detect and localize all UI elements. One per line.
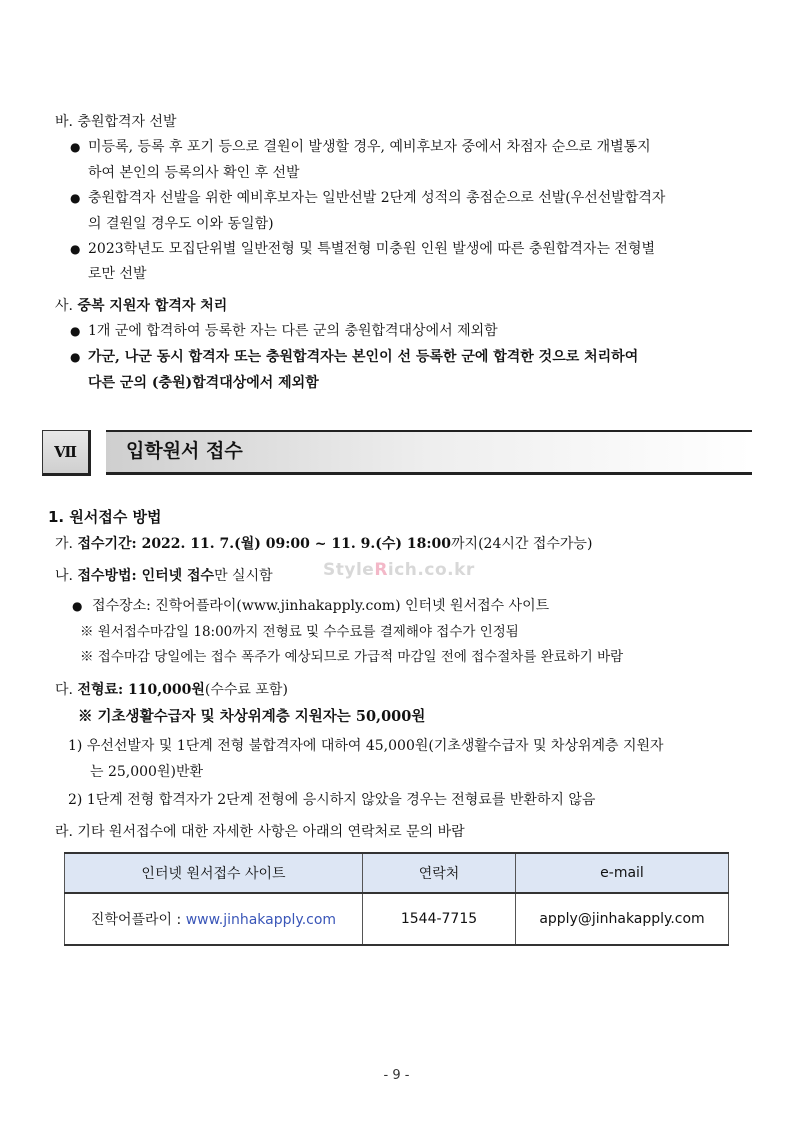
- sa-item-1: 1개 군에 합격하여 등록한 자는 다른 군의 충원합격대상에서 제외함: [88, 323, 498, 339]
- reception-note-1: ※ 원서접수마감일 18:00까지 전형료 및 수수료를 결제해야 접수가 인정됨: [80, 624, 519, 640]
- inquiry-line: 라. 기타 원서접수에 대한 자세한 사항은 아래의 연락처로 문의 바람: [55, 824, 465, 840]
- sa-item-2-line-2: 다른 군의 (충원)합격대상에서 제외함: [88, 375, 319, 391]
- ga-prefix: 가.: [55, 536, 78, 552]
- fee-rest: (수수료 포함): [204, 682, 288, 698]
- cell-site: [65, 893, 363, 945]
- bullet-icon: ●: [72, 599, 83, 613]
- section-sa-heading: [55, 296, 227, 316]
- site-url-link[interactable]: www.jinhakapply.com: [185, 912, 337, 928]
- site-label: 진학어플라이 :: [90, 912, 186, 928]
- bullet-icon: ●: [70, 140, 81, 154]
- cell-email[interactable]: apply@jinhakapply.com: [516, 893, 729, 945]
- table-row: [65, 893, 729, 945]
- fee-reduction-note: ※ 기초생활수급자 및 차상위계층 지원자는 50,000원: [78, 708, 426, 725]
- fee-refund-1-line-1: 1) 우선선발자 및 1단계 전형 불합격자에 대하여 45,000원(기초생활수급자 및 차상위계층 지원자: [68, 738, 664, 754]
- fee-bold: 전형료: 110,000원: [77, 682, 205, 698]
- section-sa-prefix: 사.: [55, 298, 78, 314]
- reception-period-rest: 까지(24시간 접수가능): [451, 536, 593, 552]
- bullet-icon: ●: [70, 242, 81, 256]
- watermark: [323, 560, 475, 580]
- watermark-prefix: Style: [323, 560, 375, 580]
- watermark-accent: R: [374, 560, 388, 580]
- bullet-icon: ●: [70, 350, 81, 364]
- ba-item-1-line-2: 하여 본인의 등록의사 확인 후 선발: [88, 165, 300, 181]
- reception-note-2: ※ 접수마감 당일에는 접수 폭주가 예상되므로 가급적 마감일 전에 접수절차를 완료하기 바람: [80, 649, 624, 665]
- section-title: 입학원서 접수: [126, 440, 243, 462]
- reception-method-rest: 만 실시함: [214, 568, 273, 584]
- ba-item-3-line-1: 2023학년도 모집단위별 일반전형 및 특별전형 미충원 인원 발생에 따른 충원합격자는 전형별: [88, 241, 655, 257]
- col-header-site: 인터넷 원서접수 사이트: [65, 853, 363, 893]
- reception-period: [55, 534, 592, 554]
- ba-item-2-line-1: 충원합격자 선발을 위한 예비후보자는 일반선발 2단계 성적의 총점순으로 선발(우선선발합격자: [88, 190, 666, 206]
- ba-item-1-line-1: 미등록, 등록 후 포기 등으로 결원이 발생할 경우, 예비후보자 중에서 차점자 순으로 개별통지: [88, 139, 651, 155]
- reception-place: 접수장소: 진학어플라이(www.jinhakapply.com) 인터넷 원서접수 사이트: [92, 598, 550, 614]
- reception-period-bold: 접수기간: 2022. 11. 7.(월) 09:00 ~ 11. 9.(수) 18:00: [77, 536, 452, 552]
- col-header-phone: 연락처: [363, 853, 516, 893]
- bullet-icon: ●: [70, 324, 81, 338]
- sa-item-2-line-1: 가군, 나군 동시 합격자 또는 충원합격자는 본인이 선 등록한 군에 합격한 것으로 처리하여: [88, 349, 639, 365]
- page-number: - 9 -: [383, 1068, 410, 1083]
- bullet-icon: ●: [70, 191, 81, 205]
- fee-refund-2: 2) 1단계 전형 합격자가 2단계 전형에 응시하지 않았을 경우는 전형료를 반환하지 않음: [68, 792, 596, 808]
- method-heading: 1. 원서접수 방법: [48, 508, 162, 526]
- watermark-suffix: ich.co.kr: [387, 560, 475, 580]
- ba-item-3-line-2: 로만 선발: [88, 266, 147, 282]
- table-header-row: [65, 853, 729, 893]
- da-prefix: 다.: [55, 682, 78, 698]
- section-sa-title: 중복 지원자 합격자 처리: [77, 298, 228, 314]
- section-ba-heading: 바. 충원합격자 선발: [55, 114, 177, 130]
- reception-method-bold: 접수방법: 인터넷 접수: [77, 568, 215, 584]
- cell-phone: 1544-7715: [363, 893, 516, 945]
- contact-table: [64, 852, 729, 946]
- col-header-email: e-mail: [516, 853, 729, 893]
- ba-item-2-line-2: 의 결원일 경우도 이와 동일함): [88, 216, 274, 232]
- reception-method: [55, 566, 273, 586]
- fee-line: [55, 680, 288, 700]
- na-prefix: 나.: [55, 568, 78, 584]
- section-numeral-box: Ⅶ: [42, 430, 91, 476]
- fee-refund-1-line-2: 는 25,000원)반환: [90, 764, 203, 780]
